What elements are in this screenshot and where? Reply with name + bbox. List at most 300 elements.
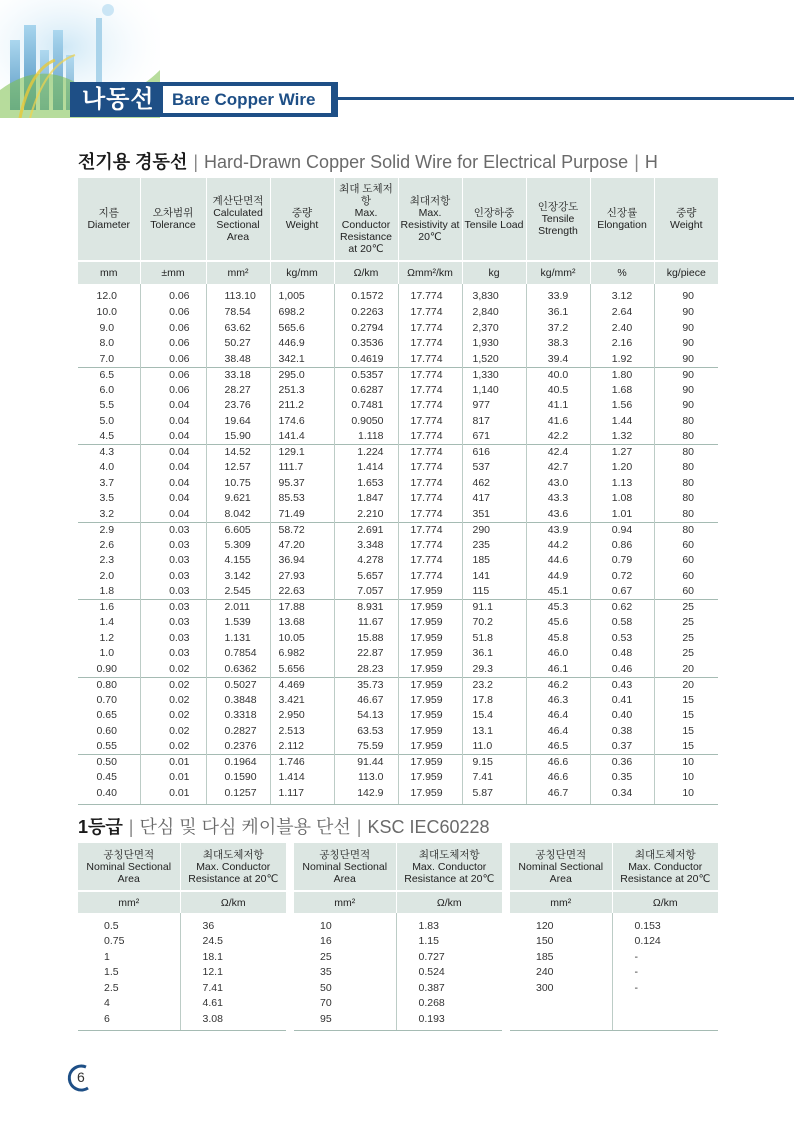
section-title-class1 xyxy=(78,813,490,839)
table-cell: 45.6 xyxy=(526,615,590,631)
table-cell: 46.67 xyxy=(334,693,398,709)
table-cell: 0.55 xyxy=(96,740,117,752)
column-unit: ±mm xyxy=(140,261,206,284)
table-cell: 70 xyxy=(294,996,396,1012)
table-cell: 22.87 xyxy=(334,646,398,662)
table-cell: 0.67 xyxy=(590,584,654,600)
table-cell: 80 xyxy=(654,414,718,430)
table-row xyxy=(78,600,718,616)
table-cell: 0.124 xyxy=(634,935,661,948)
column-header-ko: 최대도체저항 xyxy=(418,848,480,861)
table-cell: 95 xyxy=(294,1012,396,1031)
table-cell: - xyxy=(634,950,638,963)
table-cell: 0.01 xyxy=(140,770,206,786)
table-cell: 36.1 xyxy=(526,305,590,321)
table-cell: 15 xyxy=(654,739,718,755)
table-cell: 0.03 xyxy=(140,646,206,662)
table-cell: 0.40 xyxy=(78,786,140,805)
table-cell: 44.2 xyxy=(526,538,590,554)
table-row xyxy=(78,553,718,569)
table-cell: 0.48 xyxy=(590,646,654,662)
column-header-en: Elongation xyxy=(597,219,647,231)
column-header-en: Max. Conductor Resistance at 20℃ xyxy=(340,207,392,255)
table-cell: 8.0 xyxy=(99,337,115,350)
table-cell: 25 xyxy=(654,646,718,662)
separator: | xyxy=(634,152,639,172)
table-cell: 0.06 xyxy=(140,336,206,352)
table-cell: 4.3 xyxy=(78,445,140,461)
table-cell: 24.5 xyxy=(202,935,223,948)
table-cell: 36.94 xyxy=(270,553,334,569)
table-cell: 12.1 xyxy=(202,966,223,979)
column-header-en: Weight xyxy=(285,219,319,231)
column-header-ko: 최대도체저항 xyxy=(202,848,264,861)
column-header-ko: 인장강도 xyxy=(537,201,579,213)
table-cell: 46.4 xyxy=(526,708,590,724)
table-cell: 19.64 xyxy=(206,414,270,430)
table-cell: 141.4 xyxy=(270,429,334,445)
table-row xyxy=(78,1012,286,1031)
table-cell: 1.224 xyxy=(334,445,398,461)
table-cell: 1.847 xyxy=(334,491,398,507)
table-cell: 17.774 xyxy=(398,336,462,352)
table-cell: 3.7 xyxy=(99,476,115,489)
table-cell: 290 xyxy=(462,522,526,538)
table-cell: 17.774 xyxy=(398,305,462,321)
column-header xyxy=(462,178,526,261)
column-header-ko: 최대 도체저항 xyxy=(339,183,393,207)
table-cell: 4.469 xyxy=(270,677,334,693)
table-cell: 446.9 xyxy=(270,336,334,352)
table-cell: 0.02 xyxy=(140,662,206,678)
table-cell: 2.5 xyxy=(78,981,180,997)
table-row xyxy=(78,367,718,383)
table-cell: 40.0 xyxy=(526,367,590,383)
table-cell: 1.117 xyxy=(270,786,334,805)
table-cell: 0.72 xyxy=(590,569,654,585)
table-row xyxy=(78,770,718,786)
column-header-en: Max. Conductor Resistance at 20℃ xyxy=(620,860,711,885)
table-cell: 50.27 xyxy=(206,336,270,352)
column-header-ko: 오차범위 xyxy=(152,207,194,219)
table-cell: 1.539 xyxy=(206,615,270,631)
table-cell: 462 xyxy=(462,476,526,492)
table-cell: 43.9 xyxy=(526,522,590,538)
table-cell: 0.193 xyxy=(396,1012,502,1031)
table-cell: 0.03 xyxy=(140,538,206,554)
column-header-en: Tolerance xyxy=(150,219,196,231)
table-row xyxy=(78,724,718,740)
table-row xyxy=(78,414,718,430)
table-cell: 2.112 xyxy=(270,739,334,755)
table-cell: 91.44 xyxy=(334,755,398,771)
table-cell: 23.76 xyxy=(206,398,270,414)
column-header-ko: 인장하중 xyxy=(473,207,515,219)
table-cell: 0.06 xyxy=(140,352,206,368)
column-header-en: Max. Resistivity at 20℃ xyxy=(400,207,460,243)
table-cell: 17.774 xyxy=(398,445,462,461)
table-header-row xyxy=(78,178,718,261)
table-cell: 17.774 xyxy=(398,383,462,399)
table-cell: 0.3318 xyxy=(206,708,270,724)
table-cell: 0.03 xyxy=(140,600,206,616)
table-row xyxy=(78,755,718,771)
table-row xyxy=(78,934,286,950)
table-cell: 0.3536 xyxy=(334,336,398,352)
section-title-en: Hard-Drawn Copper Solid Wire for Electrical Purpose xyxy=(204,152,629,172)
table-cell: 6 xyxy=(78,1012,180,1031)
table-cell: 6.0 xyxy=(99,383,115,396)
table-row xyxy=(78,996,286,1012)
table-cell: 17.959 xyxy=(398,739,462,755)
table-cell: 15 xyxy=(654,708,718,724)
table-row xyxy=(78,677,718,693)
table-row xyxy=(294,981,502,997)
table-cell: 1.15 xyxy=(418,935,439,948)
table-cell: 4.155 xyxy=(206,553,270,569)
table-cell: 2.16 xyxy=(590,336,654,352)
table-cell: 1.32 xyxy=(590,429,654,445)
hard-drawn-wire-table xyxy=(78,178,718,805)
table-cell: 0.80 xyxy=(78,677,140,693)
table-cell: 8.042 xyxy=(206,507,270,523)
table-cell: 46.6 xyxy=(526,755,590,771)
table-cell: 6.605 xyxy=(206,522,270,538)
table-cell: 90 xyxy=(654,398,718,414)
column-unit: mm² xyxy=(294,891,396,913)
table-cell: 25 xyxy=(654,615,718,631)
table-cell: 9.0 xyxy=(99,321,115,334)
table-cell: 17.959 xyxy=(398,646,462,662)
table-cell: 0.36 xyxy=(590,755,654,771)
table-cell: 0.38 xyxy=(590,724,654,740)
table-cell: 0.04 xyxy=(140,398,206,414)
table-row xyxy=(78,950,286,966)
table-cell: 0.1964 xyxy=(206,755,270,771)
table-cell: 0.02 xyxy=(140,724,206,740)
table-cell: 0.9050 xyxy=(334,414,398,430)
table-cell: 60 xyxy=(654,569,718,585)
table-cell: 417 xyxy=(462,491,526,507)
table-row xyxy=(78,284,718,305)
table-cell: 0.387 xyxy=(418,981,445,994)
table-cell: 40.5 xyxy=(526,383,590,399)
table-cell: 0.04 xyxy=(140,507,206,523)
table-cell: 80 xyxy=(654,429,718,445)
table-cell: 46.6 xyxy=(526,770,590,786)
table-row xyxy=(78,538,718,554)
table-cell: 0.03 xyxy=(140,553,206,569)
table-cell: 50 xyxy=(294,981,396,997)
table-cell: 0.43 xyxy=(590,677,654,693)
table-cell: 1.2 xyxy=(99,631,115,644)
table-cell: 33.9 xyxy=(526,284,590,305)
table-cell: 185 xyxy=(510,950,612,966)
table-cell: 295.0 xyxy=(270,367,334,383)
table-row xyxy=(78,708,718,724)
table-cell: 80 xyxy=(654,460,718,476)
column-unit: % xyxy=(590,261,654,284)
table-cell: 1.414 xyxy=(270,770,334,786)
column-header-ko: 계산단면적 xyxy=(212,195,264,207)
table-cell: 14.52 xyxy=(206,445,270,461)
table-row xyxy=(78,786,718,805)
table-cell: 251.3 xyxy=(270,383,334,399)
column-header xyxy=(396,843,502,891)
column-header-ko: 중량 xyxy=(291,207,313,219)
column-header xyxy=(140,178,206,261)
table-cell: 17.774 xyxy=(398,569,462,585)
table-cell: 60 xyxy=(654,538,718,554)
table-cell: 240 xyxy=(510,965,612,981)
table-cell: 12.57 xyxy=(206,460,270,476)
table-cell: 1.4 xyxy=(99,616,115,629)
table-cell: 0.268 xyxy=(418,997,445,1010)
table-cell: 3.12 xyxy=(590,284,654,305)
table-cell: 0.04 xyxy=(140,460,206,476)
table-cell: 75.59 xyxy=(334,739,398,755)
table-cell: 80 xyxy=(654,522,718,538)
table-unit-row xyxy=(510,891,718,913)
table-cell: 15 xyxy=(654,693,718,709)
table-cell: 0.02 xyxy=(140,677,206,693)
table-cell: 45.8 xyxy=(526,631,590,647)
column-header-ko: 공칭단면적 xyxy=(535,848,587,861)
table-cell: 0.2263 xyxy=(334,305,398,321)
table-cell: 0.1572 xyxy=(334,284,398,305)
table-cell: 38.3 xyxy=(526,336,590,352)
table-cell: 2.64 xyxy=(590,305,654,321)
table-cell: 45.1 xyxy=(526,584,590,600)
table-cell: 1.08 xyxy=(590,491,654,507)
table-cell: 58.72 xyxy=(270,522,334,538)
table-cell: 2.011 xyxy=(206,600,270,616)
table-unit-row xyxy=(78,261,718,284)
column-header-ko: 지름 xyxy=(98,207,119,219)
table-cell: 2,840 xyxy=(462,305,526,321)
table-cell: 11.0 xyxy=(462,739,526,755)
table-cell: 0.1590 xyxy=(206,770,270,786)
column-unit: Ωmm²/km xyxy=(398,261,462,284)
table-cell: 17.88 xyxy=(270,600,334,616)
table-cell: 25 xyxy=(294,950,396,966)
column-header-ko: 최대도체저항 xyxy=(634,848,696,861)
table-row xyxy=(294,913,502,934)
table-cell: 1.118 xyxy=(334,429,398,445)
table-cell: 17.774 xyxy=(398,321,462,337)
table-cell: 1.746 xyxy=(270,755,334,771)
table-cell: 43.0 xyxy=(526,476,590,492)
column-header xyxy=(78,178,140,261)
column-header-ko: 최대저항 xyxy=(409,195,451,207)
table-cell: 0.53 xyxy=(590,631,654,647)
class1-table-3 xyxy=(510,843,718,1031)
table-cell: 17.959 xyxy=(398,677,462,693)
table-cell: 43.3 xyxy=(526,491,590,507)
table-row xyxy=(78,336,718,352)
column-header-en: Weight xyxy=(670,219,703,231)
table-cell: 0.4619 xyxy=(334,352,398,368)
table-cell: 22.63 xyxy=(270,584,334,600)
header-rule xyxy=(338,97,794,100)
table-cell: 7.057 xyxy=(334,584,398,600)
column-unit: mm² xyxy=(510,891,612,913)
table-row xyxy=(78,491,718,507)
column-unit: kg/mm xyxy=(270,261,334,284)
table-cell: 5.5 xyxy=(99,399,115,412)
table-cell: 4 xyxy=(78,996,180,1012)
column-unit: mm xyxy=(78,261,140,284)
table-cell: 342.1 xyxy=(270,352,334,368)
table-cell: 698.2 xyxy=(270,305,334,321)
table-row xyxy=(78,584,718,600)
table-cell: 17.774 xyxy=(398,429,462,445)
table-row xyxy=(78,913,286,934)
table-cell: 17.959 xyxy=(398,600,462,616)
table-cell: 90 xyxy=(654,284,718,305)
table-cell: 0.153 xyxy=(634,919,661,932)
table-row xyxy=(294,934,502,950)
table-cell: 2.40 xyxy=(590,321,654,337)
table-cell: 565.6 xyxy=(270,321,334,337)
table-row xyxy=(78,662,718,678)
separator: | xyxy=(193,152,199,172)
column-header-en: Max. Conductor Resistance at 20℃ xyxy=(404,860,495,885)
table-cell: 90 xyxy=(654,321,718,337)
table-cell: 10 xyxy=(654,755,718,771)
table-cell: 2.691 xyxy=(334,522,398,538)
table-cell: 0.41 xyxy=(590,693,654,709)
table-cell: 0.03 xyxy=(140,631,206,647)
column-unit: kg xyxy=(462,261,526,284)
table-cell: 15.88 xyxy=(334,631,398,647)
table-cell: 185 xyxy=(462,553,526,569)
table-cell: 2,370 xyxy=(462,321,526,337)
table-cell: 1.0 xyxy=(99,647,115,660)
table-cell: 1,140 xyxy=(462,383,526,399)
table-cell: 3.142 xyxy=(206,569,270,585)
table-cell: 4.278 xyxy=(334,553,398,569)
table-cell: 23.2 xyxy=(462,677,526,693)
table-cell: 42.7 xyxy=(526,460,590,476)
table-row xyxy=(78,305,718,321)
column-header xyxy=(590,178,654,261)
table-row xyxy=(294,996,502,1012)
table-cell: 0.3848 xyxy=(206,693,270,709)
table-cell: 46.1 xyxy=(526,662,590,678)
column-header xyxy=(78,843,180,891)
table-row xyxy=(78,507,718,523)
table-cell: 10.0 xyxy=(96,306,117,319)
table-cell: 25 xyxy=(654,600,718,616)
table-row xyxy=(510,965,718,981)
table-cell: 129.1 xyxy=(270,445,334,461)
table-cell: 33.18 xyxy=(206,367,270,383)
table-row xyxy=(78,739,718,755)
table-cell: 17.8 xyxy=(462,693,526,709)
table-cell: 150 xyxy=(510,934,612,950)
table-cell: 0.60 xyxy=(96,724,117,737)
table-row xyxy=(78,429,718,445)
table-cell: 0.46 xyxy=(590,662,654,678)
table-cell: 4.5 xyxy=(99,430,115,442)
table-cell: 85.53 xyxy=(270,491,334,507)
table-cell: 11.67 xyxy=(334,615,398,631)
table-cell: 0.04 xyxy=(140,476,206,492)
table-cell xyxy=(510,996,612,1012)
table-cell: 20 xyxy=(654,677,718,693)
table-cell: 17.774 xyxy=(398,476,462,492)
table-cell: 0.02 xyxy=(140,739,206,755)
table-cell: 1.56 xyxy=(590,398,654,414)
table-cell: 17.774 xyxy=(398,491,462,507)
table-cell: 90 xyxy=(654,352,718,368)
table-cell: 211.2 xyxy=(270,398,334,414)
table-cell: 91.1 xyxy=(462,600,526,616)
table-cell: 25 xyxy=(654,631,718,647)
column-header-en: Diameter xyxy=(87,219,131,231)
table-cell: 0.5357 xyxy=(334,367,398,383)
table-cell: 60 xyxy=(654,553,718,569)
table-cell: 51.8 xyxy=(462,631,526,647)
table-cell: 0.6287 xyxy=(334,383,398,399)
table-cell: 2.513 xyxy=(270,724,334,740)
table-cell: 7.0 xyxy=(99,352,115,365)
table-cell: 90 xyxy=(654,305,718,321)
table-cell: 17.959 xyxy=(398,708,462,724)
table-cell: 1.5 xyxy=(78,965,180,981)
table-row xyxy=(78,445,718,461)
column-header xyxy=(654,178,718,261)
table-row xyxy=(78,693,718,709)
table-cell: 1.653 xyxy=(334,476,398,492)
table-cell: 46.3 xyxy=(526,693,590,709)
table-cell: 10 xyxy=(654,770,718,786)
table-cell: 3.421 xyxy=(270,693,334,709)
table-cell: 36 xyxy=(202,919,215,932)
column-header-ko: 공칭단면적 xyxy=(319,848,371,861)
table-cell: 0.62 xyxy=(590,600,654,616)
table-cell: 17.959 xyxy=(398,693,462,709)
table-cell: 3,830 xyxy=(462,284,526,305)
column-header xyxy=(526,178,590,261)
table-cell: 80 xyxy=(654,491,718,507)
table-cell: 37.2 xyxy=(526,321,590,337)
table-cell: 17.959 xyxy=(398,786,462,805)
table-cell: 1.01 xyxy=(590,507,654,523)
table-cell: 17.959 xyxy=(398,615,462,631)
column-header-en: Tensile Strength xyxy=(538,213,578,237)
table-cell: 46.5 xyxy=(526,739,590,755)
table-cell: 70.2 xyxy=(462,615,526,631)
table-cell: 17.774 xyxy=(398,414,462,430)
table-cell: 1,330 xyxy=(462,367,526,383)
table-cell: 29.3 xyxy=(462,662,526,678)
table-cell: 1.6 xyxy=(78,600,140,616)
table-cell: 0.03 xyxy=(140,522,206,538)
table-cell: 17.774 xyxy=(398,367,462,383)
table-cell: 90 xyxy=(654,383,718,399)
table-cell: 17.774 xyxy=(398,553,462,569)
table-cell: 0.04 xyxy=(140,414,206,430)
table-cell: 39.4 xyxy=(526,352,590,368)
table-cell: 3.5 xyxy=(99,492,115,505)
table-cell: 5.0 xyxy=(99,414,115,427)
table-cell: 47.20 xyxy=(270,538,334,554)
table-cell: 6.5 xyxy=(78,367,140,383)
table-cell xyxy=(612,996,718,1012)
table-cell: 17.774 xyxy=(398,522,462,538)
